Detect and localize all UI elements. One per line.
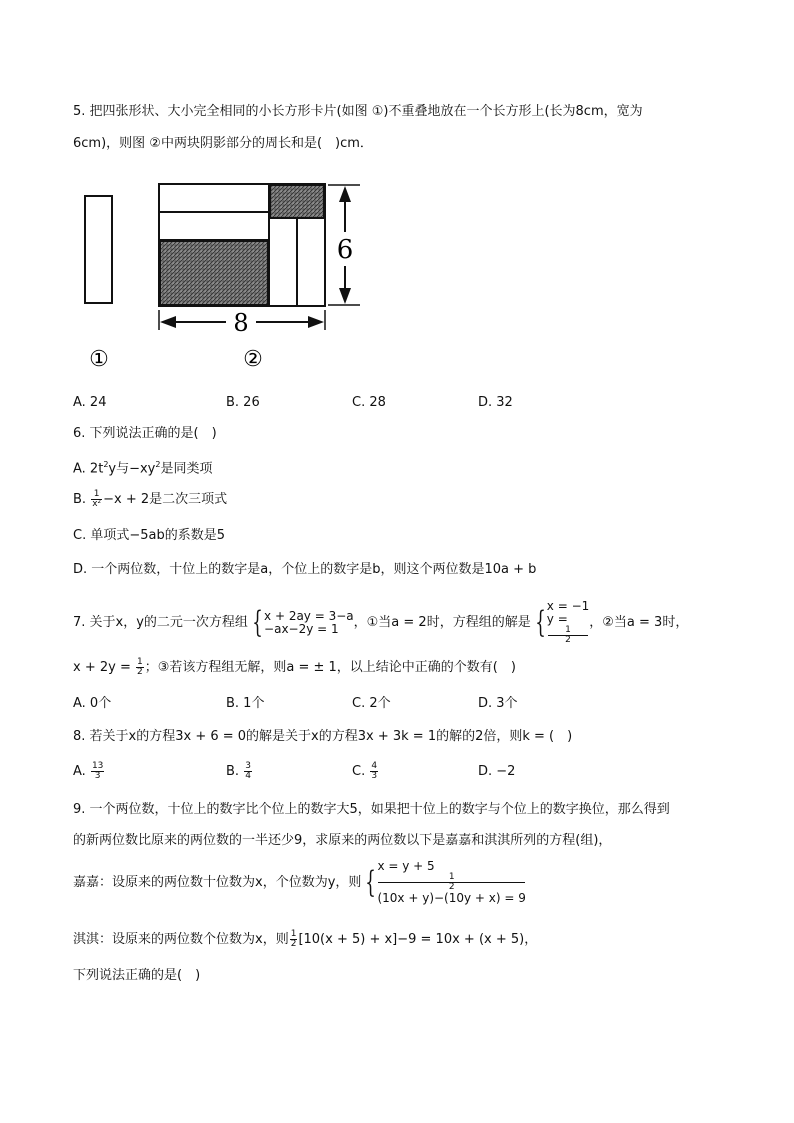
q5-option-a[interactable]: A. 24 [73,395,107,410]
q8-option-d[interactable]: D. −2 [478,764,516,779]
q5-figure [70,176,370,376]
q6-option-d[interactable]: D. 一个两位数，十位上的数字是a，个位上的数字是b，则这个两位数是10a + b [73,562,537,577]
shaded-region-top-right [270,185,324,218]
q9-jiajia-equations: 嘉嘉：设原来的两位数十位数为x，个位数为y，则 { x = y + 5 1 2 (10x + y)−(10y + x) = 9 [73,859,526,905]
q6-option-b[interactable]: B. $\frac{1}{\text{x²}}$ −x + 2是二次三项式 [73,489,228,509]
width-label: 8 [233,309,249,337]
height-label: 6 [336,235,354,265]
q5-option-b[interactable]: B. 26 [226,395,260,410]
q5-stem-line1: 5. 把四张形状、大小完全相同的小长方形卡片(如图 ①)不重叠地放在一个长方形上(长为8cm，宽为 [73,104,643,119]
q7-option-a[interactable]: A. 0个 [73,696,112,711]
q6-option-c[interactable]: C. 单项式−5ab的系数是5 [73,528,225,543]
figure-2-label: ② [243,347,263,372]
q5-option-c[interactable]: C. 28 [352,395,386,410]
q6-option-a[interactable]: A. $2t^2y$与$-xy^2$是同类项 [73,460,213,477]
q9-qiqi-equation: 淇淇：设原来的两位数个位数为x，则 $\frac{1}{2}$ [10(x + 5) + x]−9 = 10x + (x + 5)， [73,929,538,949]
q6-stem: 6. 下列说法正确的是( ) [73,426,217,441]
q9-closing: 下列说法正确的是( ) [73,968,201,983]
q8-option-c[interactable]: C. $\frac{4}{3}$ [352,761,378,781]
q7-option-d[interactable]: D. 3个 [478,696,518,711]
q8-option-b[interactable]: B. $\frac{3}{4}$ [226,761,251,781]
q9-stem-line1: 9. 一个两位数，十位上的数字比个位上的数字大5，如果把十位上的数字与个位上的数字换位，那么得到 [73,802,670,817]
q7-stem-line1: 7. 关于x，y的二元一次方程组 { x + 2ay = 3−a −ax−2y = 1 ，①当a = 2时，方程组的解是 { x = −1 y = 1 2 ，②当a = 3时， [73,599,689,645]
q5-option-d[interactable]: D. 32 [478,395,513,410]
figure-1-label: ① [89,347,109,372]
q7-stem-line2: x + 2y = $\frac{1}{2}$ ；③若该方程组无解，则a = ± 1，以上结论中正确的个数有( ) [73,657,516,677]
q7-option-b[interactable]: B. 1个 [226,696,265,711]
q9-stem-line2: 的新两位数比原来的两位数的一半还少9，求原来的两位数以下是嘉嘉和淇淇所列的方程(组)， [73,833,612,848]
q8-option-a[interactable]: A. $\frac{13}{3}$ [73,761,104,781]
shaded-region-bottom-left [160,241,268,305]
q7-option-c[interactable]: C. 2个 [352,696,391,711]
q5-stem-line2: 6cm)，则图 ②中两块阴影部分的周长和是( )cm． [73,136,373,151]
card-figure-1 [85,196,112,303]
q8-stem: 8. 若关于x的方程3x + 6 = 0的解是关于x的方程3x + 3k = 1的解的2倍，则k = ( ) [73,729,573,744]
